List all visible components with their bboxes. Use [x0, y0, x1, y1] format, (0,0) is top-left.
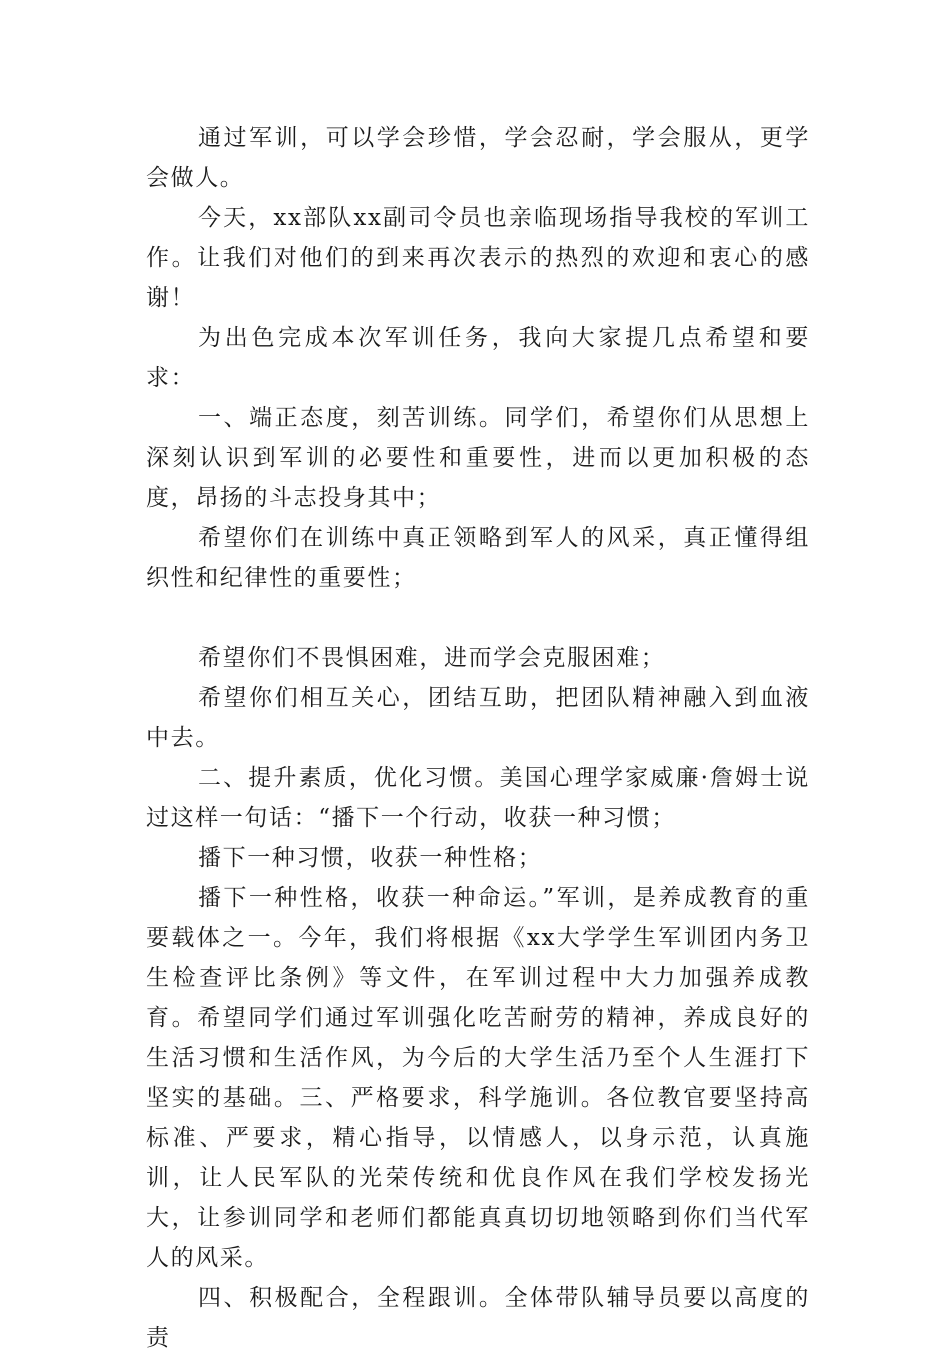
paragraph: 一、端正态度，刻苦训练。同学们，希望你们从思想上深刻认识到军训的必要性和重要性，进而以更加积极的态度，昂扬的斗志投身其中；: [146, 405, 810, 511]
paragraph: 二、提升素质，优化习惯。美国心理学家威廉·詹姆士说过这样一句话：“播下一个行动，收获一种习惯；: [146, 765, 810, 831]
paragraph: 今天，xx部队xx副司令员也亲临现场指导我校的军训工作。让我们对他们的到来再次表示的热烈的欢迎和衷心的感谢！: [146, 205, 810, 311]
paragraph: 播下一种性格，收获一种命运。”军训，是养成教育的重要载体之一。今年，我们将根据《xx大学学生军训团内务卫生检查评比条例》等文件，在军训过程中大力加强养成教育。希望同学们通过军训强化吃苦耐劳的精神，养成良好的生活习惯和生活作风，为今后的大学生活乃至个人生涯打下坚实的基础。三、严格要求，科学施训。各位教官要坚持高标准、严要求，精心指导，以情感人，以身示范，认真施训，让人民军队的光荣传统和优良作风在我们学校发扬光大，让参训同学和老师们都能真真切切地领略到你们当代军人的风采。: [146, 885, 810, 1271]
paragraph: 希望你们在训练中真正领略到军人的风采，真正懂得组织性和纪律性的重要性；: [146, 525, 810, 591]
paragraph: 为出色完成本次军训任务，我向大家提几点希望和要求：: [146, 325, 810, 391]
paragraph: 希望你们相互关心，团结互助，把团队精神融入到血液中去。: [146, 685, 810, 751]
paragraph: 通过军训，可以学会珍惜，学会忍耐，学会服从，更学会做人。: [146, 125, 810, 191]
paragraph: 播下一种习惯，收获一种性格；: [198, 845, 543, 871]
paragraph: 四、积极配合，全程跟训。全体带队辅导员要以高度的责: [146, 1285, 810, 1351]
document-body: [146, 118, 810, 1358]
paragraph: 希望你们不畏惧困难，进而学会克服困难；: [198, 645, 666, 671]
